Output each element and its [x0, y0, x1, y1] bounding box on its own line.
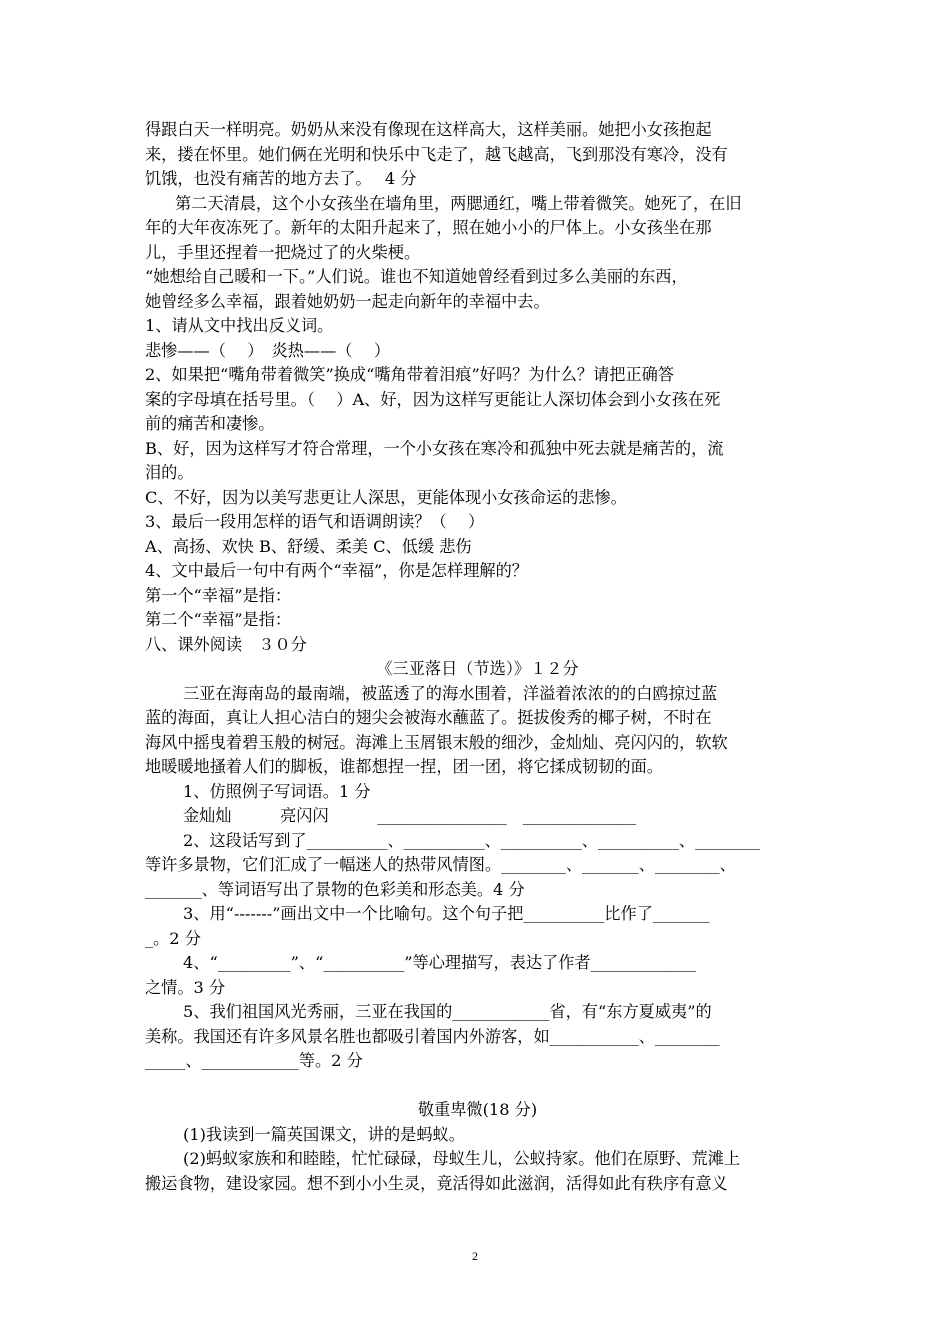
text-line: 第二天清晨，这个小女孩坐在墙角里，两腮通红，嘴上带着微笑。她死了，在旧 [175, 193, 742, 213]
text-line: (1)我读到一篇英国课文，讲的是蚂蚁。 [183, 1124, 465, 1144]
text-line: 第二个“幸福”是指： [145, 610, 292, 629]
question-heading: 3、用“-------”画出文中一个比喻句。这个句子把__________比作了_______ [183, 904, 710, 923]
text-line: 年的大年夜冻死了。新年的太阳升起来了，照在她小小的尸体上。小女孩坐在那 [145, 218, 712, 237]
text-line: 第一个“幸福”是指： [145, 585, 292, 605]
text-line: (2)蚂蚁家族和和睦睦，忙忙碌碌，母蚁生儿，公蚁持家。他们在原野、荒滩上 [183, 1149, 741, 1168]
text-line: 金灿灿 亮闪闪 ________________ ______________ [183, 806, 637, 825]
option-line: A、高扬、欢快 B、舒缓、柔美 C、低缓 悲伤 [145, 536, 472, 556]
text-line: 之情。3 分 [145, 977, 226, 997]
text-line: 蓝的海面，真让人担心洁白的翅尖会被海水蘸蓝了。挺拔俊秀的椰子树，不时在 [145, 708, 712, 727]
text-line: 等许多景物，它们汇成了一幅迷人的热带风情图。________、_______、________、 [145, 855, 736, 874]
section-heading: 八、课外阅读 ３０分 [145, 634, 307, 654]
page-number: 2 [472, 1249, 478, 1263]
text-line: 海风中摇曳着碧玉般的树冠。海滩上玉屑银末般的细沙，金灿灿、亮闪闪的，软软 [145, 732, 728, 752]
document-body [145, 118, 810, 1196]
question-heading: 3、最后一段用怎样的语气和语调朗读？（ ） [145, 512, 485, 531]
option-line: B、好，因为这样写才符合常理，一个小女孩在寒冷和孤独中死去就是痛苦的，流 [145, 438, 724, 458]
text-line: _____、____________等。2 分 [145, 1051, 363, 1070]
option-line: C、不好，因为以美写悲更让人深思，更能体现小女孩命运的悲惨。 [145, 487, 627, 507]
text-line: 儿，手里还捏着一把烧过了的火柴梗。 [145, 242, 421, 262]
text-line: 搬运食物，建设家园。想不到小小生灵，竟活得如此滋润，活得如此有秩序有意义 [145, 1173, 728, 1193]
question-heading: 1、仿照例子写词语。1 分 [183, 781, 371, 801]
text-line: 前的痛苦和凄惨。 [145, 414, 275, 433]
question-heading: 2、如果把“嘴角带着微笑”换成“嘴角带着泪痕”好吗？为什么？请把正确答 [145, 365, 675, 384]
question-heading: 5、我们祖国风光秀丽，三亚在我国的____________省，有“东方夏威夷”的 [183, 1002, 712, 1021]
question-heading: 4、“_________”、“__________”等心理描写，表达了作者_____________ [183, 953, 696, 972]
passage-title: 《三亚落日（节选）》１２分 [376, 659, 579, 678]
text-line: 来，搂在怀里。她们俩在光明和快乐中飞走了，越飞越高，飞到那没有寒冷，没有 [145, 144, 728, 164]
text-line: 泪的。 [145, 463, 194, 482]
text-line: 美称。我国还有许多风景名胜也都吸引着国内外游客，如___________、________ [145, 1026, 720, 1046]
text-line: 悲惨——（ ） 炎热——（ ） [145, 340, 391, 360]
question-heading: 4、文中最后一句中有两个“幸福”，你是怎样理解的？ [145, 561, 528, 580]
text-line: _。2 分 [145, 928, 201, 948]
text-line: _______、等词语写出了景物的色彩美和形态美。4 分 [145, 879, 525, 899]
question-heading: 2、这段话写到了__________、__________、__________、__________、________ [183, 830, 760, 850]
text-line: 案的字母填在括号里。（ ）A、好，因为这样写更能让人深切体会到小女孩在死 [145, 389, 721, 409]
text-line: “她想给自己暖和一下。”人们说。谁也不知道她曾经看到过多么美丽的东西， [145, 267, 688, 286]
text-line: 地暖暖地搔着人们的脚板，谁都想捏一捏，团一团，将它揉成韧韧的面。 [145, 757, 663, 776]
question-heading: 1、请从文中找出反义词。 [145, 316, 334, 335]
text-line: 得跟白天一样明亮。奶奶从来没有像现在这样高大，这样美丽。她把小女孩抱起 [145, 120, 712, 139]
text-line: 三亚在海南岛的最南端，被蓝透了的海水围着，洋溢着浓浓的的白鸥掠过蓝 [183, 683, 718, 703]
text-line: 饥饿，也没有痛苦的地方去了。 4 分 [145, 169, 417, 188]
text-line: 她曾经多么幸福，跟着她奶奶一起走向新年的幸福中去。 [145, 291, 550, 311]
passage-title: 敬重卑微(18 分) [417, 1100, 538, 1119]
blank-line [145, 1074, 810, 1099]
